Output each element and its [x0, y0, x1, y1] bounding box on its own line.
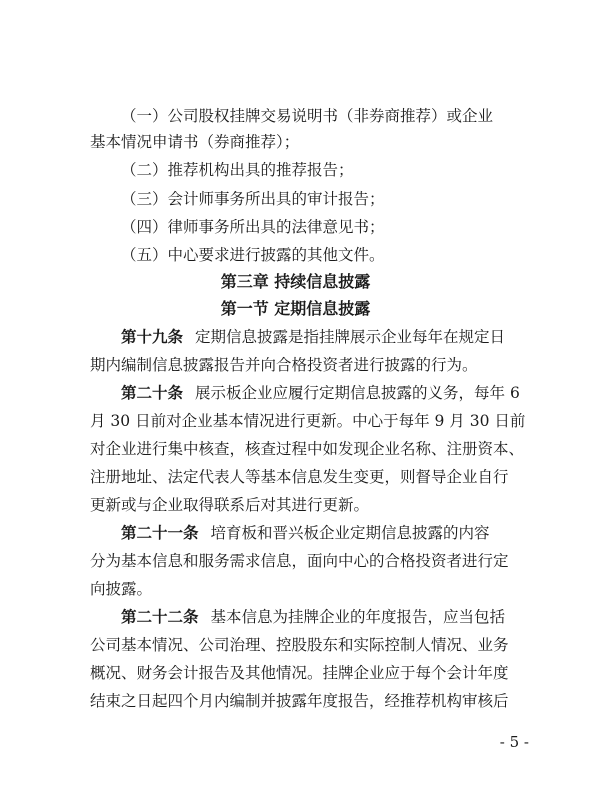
list-item-3: （三）会计师事务所出具的审计报告； [121, 190, 385, 208]
article-20-text-1: 展示板企业应履行定期信息披露的义务，每年 6 [195, 384, 520, 402]
list-item-1-line-1: （一）公司股权挂牌交易说明书（非券商推荐）或企业 [121, 107, 494, 125]
article-22-label: 第二十二条 [121, 607, 199, 626]
article-19-line-2: 期内编制信息披露报告并向合格投资者进行披露的行为。 [90, 356, 478, 374]
list-item-4: （四）律师事务所出具的法律意见书； [121, 218, 385, 236]
article-19-line-1 [121, 327, 505, 347]
article-21-line-2: 分为基本信息和服务需求信息，面向中心的合格投资者进行定 [90, 552, 509, 570]
article-19-text-1: 定期信息披露是指挂牌展示企业每年在规定日 [195, 328, 506, 346]
list-item-2: （二）推荐机构出具的推荐报告； [121, 161, 354, 179]
article-20-line-1 [121, 383, 520, 403]
article-21-line-1 [121, 523, 490, 543]
page-number: - 5 - [499, 733, 529, 751]
article-21-label: 第二十一条 [121, 523, 199, 542]
list-item-1-line-2: 基本情况申请书（券商推荐）； [90, 133, 300, 151]
section-title: 第一节 定期信息披露 [220, 299, 371, 318]
article-19-label: 第十九条 [121, 327, 184, 346]
article-20-line-3: 对企业进行集中核查，核查过程中如发现企业名称、注册资本、 [90, 440, 525, 458]
article-22-text-1: 基本信息为挂牌企业的年度报告，应当包括 [210, 608, 506, 626]
list-item-5: （五）中心要求进行披露的其他文件。 [121, 246, 385, 264]
article-21-text-1: 培育板和晋兴板企业定期信息披露的内容 [210, 524, 490, 542]
article-22-line-4: 结束之日起四个月内编制并披露年度报告，经推荐机构审核后 [90, 692, 509, 710]
article-20-line-2: 月 30 日前对企业基本情况进行更新。中心于每年 9 月 30 日前 [90, 412, 526, 430]
article-22-line-1 [121, 607, 505, 627]
article-22-line-2: 公司基本情况、公司治理、控股股东和实际控制人情况、业务 [90, 636, 509, 654]
article-20-line-4: 注册地址、法定代表人等基本信息发生变更，则督导企业自行 [90, 468, 509, 486]
article-20-line-5: 更新或与企业取得联系后对其进行更新。 [90, 496, 370, 514]
chapter-title: 第三章 持续信息披露 [220, 272, 371, 291]
article-21-line-3: 向披露。 [90, 580, 153, 598]
article-20-label: 第二十条 [121, 383, 184, 402]
article-22-line-3: 概况、财务会计报告及其他情况。挂牌企业应于每个会计年度 [90, 664, 509, 682]
